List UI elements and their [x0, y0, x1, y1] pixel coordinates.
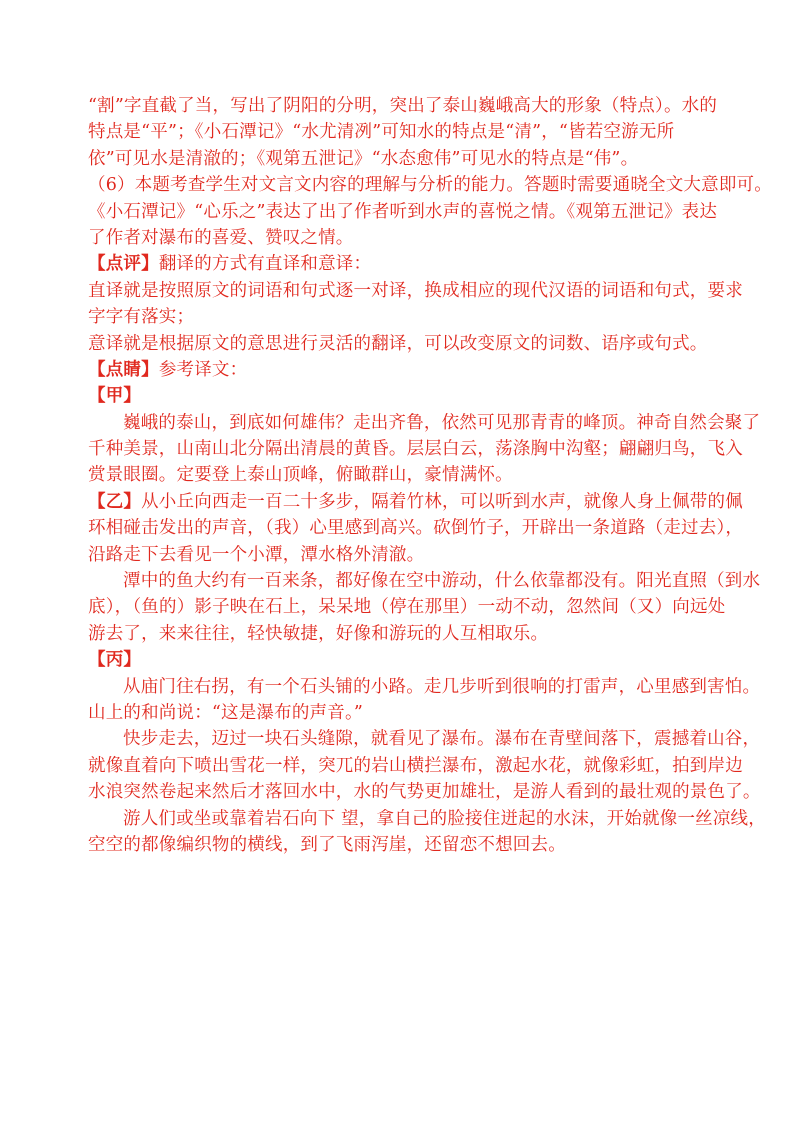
highlight-tag: 【点睛】 — [88, 359, 159, 380]
text-line: 水浪突然卷起来然后才落回水中，水的气势更加雄壮，是游人看到的最壮观的景色了。 — [88, 782, 761, 803]
text-line — [88, 489, 743, 515]
text-line: 就像直着向下喷出雪花一样，突兀的岩山横拦瀑布，激起水花，就像彩虹，拍到岸边 — [88, 755, 743, 776]
section-jia-paragraph — [88, 410, 761, 489]
comment-tag: 【点评】 — [88, 254, 159, 275]
section-bing-heading: 【丙】 — [88, 650, 142, 671]
text-line: 依”可见水是清澈的；《观第五泄记》“水态愈伟”可见水的特点是“伟”。 — [88, 148, 639, 169]
highlight-heading — [88, 357, 728, 383]
text-line: 游去了，来来往往，轻快敏捷，好像和游玩的人互相取乐。 — [88, 623, 549, 644]
text-line: （6）本题考查学生对文言文内容的理解与分析的能力。答题时需要通晓全文大意即可。 — [88, 175, 772, 196]
text-line: 字字有落实； — [88, 307, 195, 328]
section-jia-heading: 【甲】 — [88, 386, 142, 407]
comment-heading — [88, 251, 728, 277]
section-yi-paragraph-2 — [88, 568, 761, 647]
text-line: 潭中的鱼大约有一百来条，都好像在空中游动，什么依靠都没有。阳光直照（到水 — [123, 571, 761, 592]
section-bing-paragraph-1 — [88, 674, 761, 727]
section-yi-first-line: 从小丘向西走一百二十多步，隔着竹林，可以听到水声，就像人身上佩带的佩 — [141, 491, 743, 512]
section-yi-paragraph-1 — [88, 489, 744, 568]
text-line: 直译就是按照原文的词语和句式逐一对译，换成相应的现代汉语的词语和句式，要求 — [88, 280, 743, 301]
text-line: 了作者对瀑布的喜爱、赞叹之情。 — [88, 227, 354, 248]
comment-intro: 翻译的方式有直译和意译： — [158, 254, 372, 275]
highlight-text: 参考译文： — [158, 359, 248, 380]
text-line: 巍峨的泰山，到底如何雄伟？走出齐鲁，依然可见那青青的峰顶。神奇自然会聚了 — [123, 412, 761, 433]
text-line: 千种美景，山南山北分隔出清晨的黄昏。层层白云，荡涤胸中沟壑；翩翩归鸟，飞入 — [88, 439, 743, 460]
text-line: 从庙门往右拐，有一个石头铺的小路。走几步听到很响的打雷声，心里感到害怕。 — [123, 676, 761, 697]
literal-translation-paragraph — [88, 278, 743, 331]
text-line: 山上的和尚说：“这是瀑布的声音。” — [88, 702, 364, 723]
section-bing-paragraph-3 — [88, 806, 766, 859]
section-yi-tag: 【乙】 — [88, 491, 142, 512]
text-line: “割”字直截了当，写出了阴阳的分明，突出了泰山巍峨高大的形象（特点）。水的 — [88, 96, 718, 116]
analysis-paragraph-question-6 — [88, 172, 772, 251]
text-line: 环相碰击发出的声音，（我）心里感到高兴。砍倒竹子，开辟出一条道路（走过去）， — [88, 518, 744, 539]
text-line: 底），（鱼的）影子映在石上，呆呆地（停在那里）一动不动，忽然间（又）向远处 — [88, 597, 726, 618]
analysis-paragraph-water — [88, 93, 728, 172]
text-line: 特点是“平”；《小石潭记》“水尤清冽”可知水的特点是“清”，“皆若空游无所 — [88, 122, 675, 143]
free-translation-paragraph: 意译就是根据原文的意思进行灵活的翻译，可以改变原文的词数、语序或句式。 — [88, 333, 708, 354]
text-line: 空空的都像编织物的横线，到了飞雨泻崖，还留恋不想回去。 — [88, 834, 566, 855]
text-line: 快步走去，迈过一块石头缝隙，就看见了瀑布。瀑布在青壁间落下，震撼着山谷， — [123, 729, 761, 750]
text-line: 沿路走下去看见一个小潭，潭水格外清澈。 — [88, 544, 425, 565]
text-line: 赏景眼圈。定要登上泰山顶峰，俯瞰群山，豪情满怀。 — [88, 465, 513, 486]
text-line: 游人们或坐或靠着岩石向下 望，拿自己的脸接住迸起的水沫，开始就像一丝凉线， — [123, 808, 766, 829]
text-line: 《小石潭记》“心乐之”表达了出了作者听到水声的喜悦之情。《观第五泄记》表达 — [88, 201, 718, 222]
section-bing-paragraph-2 — [88, 726, 761, 805]
document-body — [88, 93, 772, 858]
